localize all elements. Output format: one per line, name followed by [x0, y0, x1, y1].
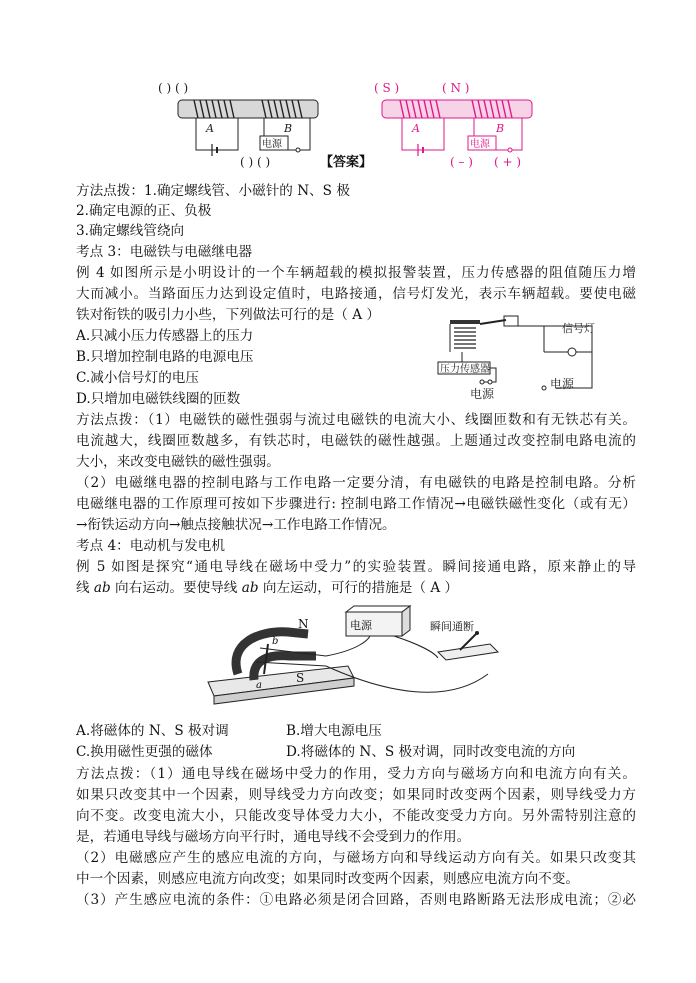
- answer-tag: 【答案】: [320, 155, 373, 170]
- right-power-pos: ( + ): [494, 155, 522, 169]
- wire-end-b-label: b: [272, 636, 279, 647]
- left-power-label: 电源: [262, 139, 282, 150]
- left-pole-labels: ( ) ( ): [158, 81, 189, 95]
- wire-end-a-label: a: [256, 680, 262, 691]
- south-pole-label: S: [296, 671, 305, 685]
- motor-experiment-diagram: [198, 604, 520, 714]
- right-coil-a-label: A: [412, 122, 420, 135]
- power-supply-label: 电源: [350, 619, 372, 632]
- wire-ab-label: ab: [241, 580, 259, 596]
- right-power-label: 电源: [470, 139, 490, 150]
- switch-label: 瞬间通断: [430, 620, 474, 633]
- pressure-sensor-label: 压力传感器: [440, 364, 490, 375]
- point4-title: 考点 4：电动机与发电机: [76, 538, 225, 554]
- example4-line-2: 大而减小。当路面压力达到设定值时，电路接通，信号灯发光，表示车辆超载。要使电磁: [76, 286, 636, 302]
- tips1-line-3: 3.确定螺线管绕向: [76, 223, 185, 239]
- example5-option-b: B.增大电源电压: [286, 723, 382, 739]
- tips4-line-5: （2）电磁感应产生的感应电流的方向，与磁场方向和导线运动方向有关。如果只改变其: [76, 850, 636, 866]
- tips4-line-6: 中一个因素，则感应电流方向改变；如果同时改变两个因素，则感应电流方向不变。: [76, 871, 579, 887]
- example4-option-d: D.只增加电磁铁线圈的匝数: [76, 391, 241, 407]
- north-pole-label: N: [298, 617, 309, 631]
- right-pole-s: ( S ): [374, 81, 400, 95]
- tips4-line-7: （3）产生感应电流的条件：①电路必须是闭合回路，否则电路断路无法形成电流；②必: [76, 892, 636, 908]
- example4-line-3: 铁对衔铁的吸引力小些，下列做法可行的是（ A ）: [76, 307, 380, 323]
- point3-title: 考点 3：电磁铁与电磁继电器: [76, 244, 253, 260]
- example5-option-a: A.将磁体的 N、S 极对调: [76, 723, 229, 739]
- example5-line-1: 例 5 如图是探究“通电导线在磁场中受力”的实验装置。瞬间接通电路，原来静止的导: [76, 559, 636, 575]
- left-coil-b-label: B: [284, 122, 293, 135]
- solenoid-figure: [150, 78, 550, 172]
- tips3-line-3: 大小，来改变电磁铁的磁性强弱。: [76, 454, 280, 470]
- tips3-line-5: 电磁继电器的工作原理可按如下步骤进行: 控制电路工作情况→电磁铁磁性变化（或有无）: [76, 496, 636, 512]
- example4-option-b: B.只增加控制电路的电源电压: [76, 349, 254, 365]
- tips4-line-2: 如果只改变其中一个因素，则导线受力方向改变；如果同时改变两个因素，则导线受力方: [76, 787, 636, 803]
- example4-line-1: 例 4 如图所示是小明设计的一个车辆超载的模拟报警装置，压力传感器的阻值随压力增: [76, 265, 636, 281]
- work-power-label: 电源: [550, 377, 575, 391]
- wire-ab-label: ab: [93, 580, 111, 596]
- tips4-line-1: 方法点拨：（1）通电导线在磁场中受力的作用，受力方向与磁场方向和电流方向有关。: [76, 766, 636, 782]
- example5-option-d: D.将磁体的 N、S 极对调，同时改变电流的方向: [286, 744, 576, 760]
- left-coil-a-label: A: [206, 122, 214, 135]
- tips1-line-2: 2.确定电源的正、负极: [76, 203, 212, 219]
- example5-line-2: 线 ab 向右运动。要使导线 ab 向左运动，可行的措施是（ A ）: [76, 580, 459, 596]
- example4-option-a: A.只减小压力传感器上的压力: [76, 328, 254, 344]
- tips3-line-4: （2）电磁继电器的控制电路与工作电路一定要分清，有电磁铁的电路是控制电路。分析: [76, 475, 636, 491]
- right-power-neg: ( – ): [450, 155, 473, 169]
- control-power-label: 电源: [470, 387, 495, 401]
- right-pole-n: ( N ): [442, 81, 470, 95]
- tips4-line-4: 是，若通电导线与磁场方向平行时，通电导线不会受到力的作用。: [76, 829, 471, 845]
- example4-option-c: C.减小信号灯的电压: [76, 370, 199, 386]
- tips4-line-3: 向不变。改变电流大小，只能改变导体受力大小，不能改变受力方向。另外需特别注意的: [76, 808, 636, 824]
- signal-light-label: 信号灯: [562, 322, 595, 335]
- relay-alarm-diagram: [432, 312, 612, 404]
- left-power-terminals: ( ) ( ): [240, 155, 271, 169]
- tips3-line-2: 电流越大，线圈匝数越多，有铁芯时，电磁铁的磁性越强。上题通过改变控制电路电流的: [76, 433, 636, 449]
- right-coil-b-label: B: [496, 122, 505, 135]
- tips1-line-1: 方法点拨：1.确定螺线管、小磁针的 N、S 极: [76, 183, 350, 199]
- tips3-line-1: 方法点拨：（1）电磁铁的磁性强弱与流过电磁铁的电流大小、线圈匝数和有无铁芯有关。: [76, 412, 636, 428]
- example5-option-c: C.换用磁性更强的磁体: [76, 744, 213, 760]
- tips3-line-6: →衔铁运动方向→触点接触状况→工作电路工作情况。: [76, 517, 396, 533]
